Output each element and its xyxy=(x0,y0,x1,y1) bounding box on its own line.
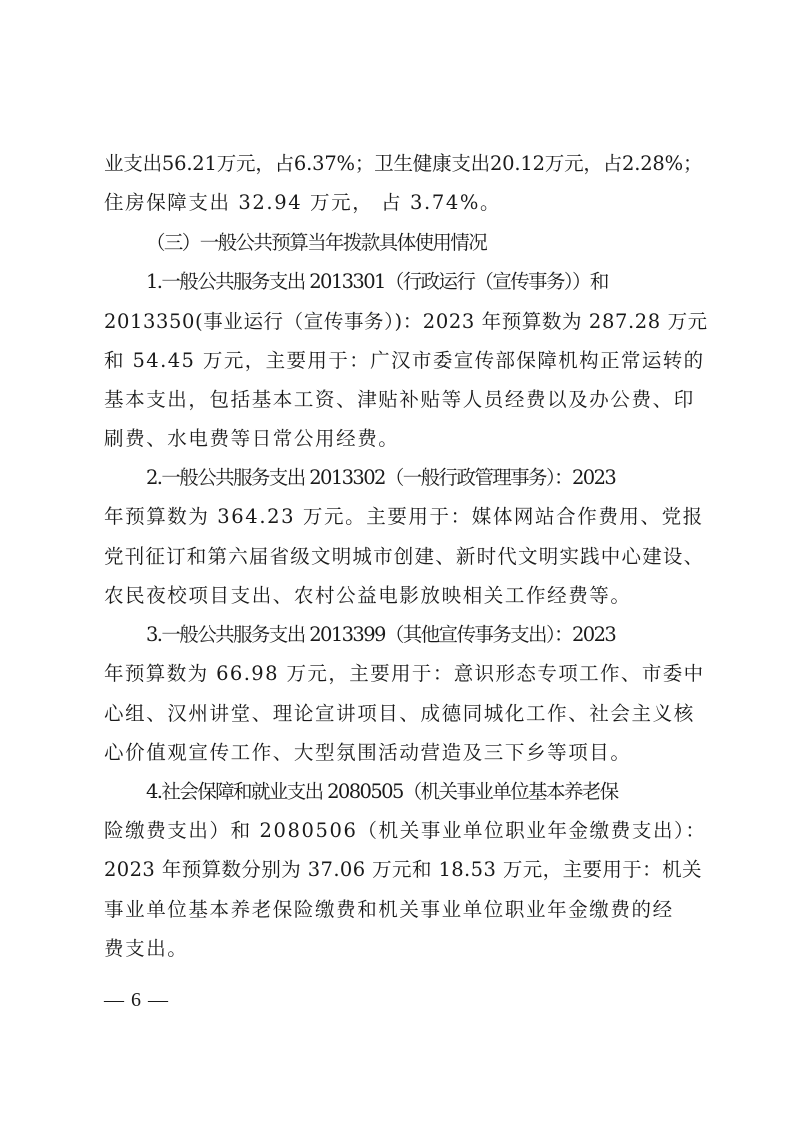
text-line: 年预算数为 364.23 万元。主要用于：媒体网站合作费用、党报 xyxy=(104,505,704,528)
text-line: 基本支出，包括基本工资、津贴补贴等人员经费以及办公费、印 xyxy=(104,388,695,411)
text-line: 险缴费支出）和 2080506（机关事业单位职业年金缴费支出）： xyxy=(104,819,707,842)
text-line: 4.社会保障和就业支出 2080505（机关事业单位基本养老保 xyxy=(146,780,618,803)
text-line: 党刊征订和第六届省级文明城市创建、新时代文明实践中心建设、 xyxy=(104,545,705,568)
section-heading: （三）一般公共预算当年拨款具体使用情况 xyxy=(146,231,487,254)
text-line: 1.一般公共服务支出 2013301（行政运行（宣传事务））和 xyxy=(146,270,608,293)
text-line: 费支出。 xyxy=(104,937,189,960)
text-line: 农民夜校项目支出、农村公益电影放映相关工作经费等。 xyxy=(104,584,632,607)
text-line: 2.一般公共服务支出 2013302（一般行政管理事务）：2023 xyxy=(146,466,616,489)
text-line: 和 54.45 万元，主要用于：广汉市委宣传部保障机构正常运转的 xyxy=(104,349,705,372)
text-line: 心组、汉州讲堂、理论宣讲项目、成德同城化工作、社会主义核 xyxy=(104,702,695,725)
text-line: 年预算数为 66.98 万元，主要用于：意识形态专项工作、市委中 xyxy=(104,662,705,685)
text-line: 2013350(事业运行（宣传事务）)：2023 年预算数为 287.28 万元 xyxy=(104,310,708,333)
text-line: 3.一般公共服务支出 2013399（其他宣传事务支出）：2023 xyxy=(146,623,616,646)
text-line: 业支出56.21万元，占6.37%；卫生健康支出20.12万元，占2.28%； xyxy=(104,152,703,175)
text-line: 刷费、水电费等日常公用经费。 xyxy=(104,427,400,450)
page-number: — 6 — xyxy=(104,989,169,1011)
text-line: 事业单位基本养老保险缴费和机关事业单位职业年金缴费的经 xyxy=(104,898,674,921)
text-line: 住房保障支出 32.94 万元， 占 3.74%。 xyxy=(104,191,502,214)
text-line: 心价值观宣传工作、大型氛围活动营造及三下乡等项目。 xyxy=(104,741,632,764)
text-line: 2023 年预算数分别为 37.06 万元和 18.53 万元，主要用于：机关 xyxy=(104,858,702,881)
